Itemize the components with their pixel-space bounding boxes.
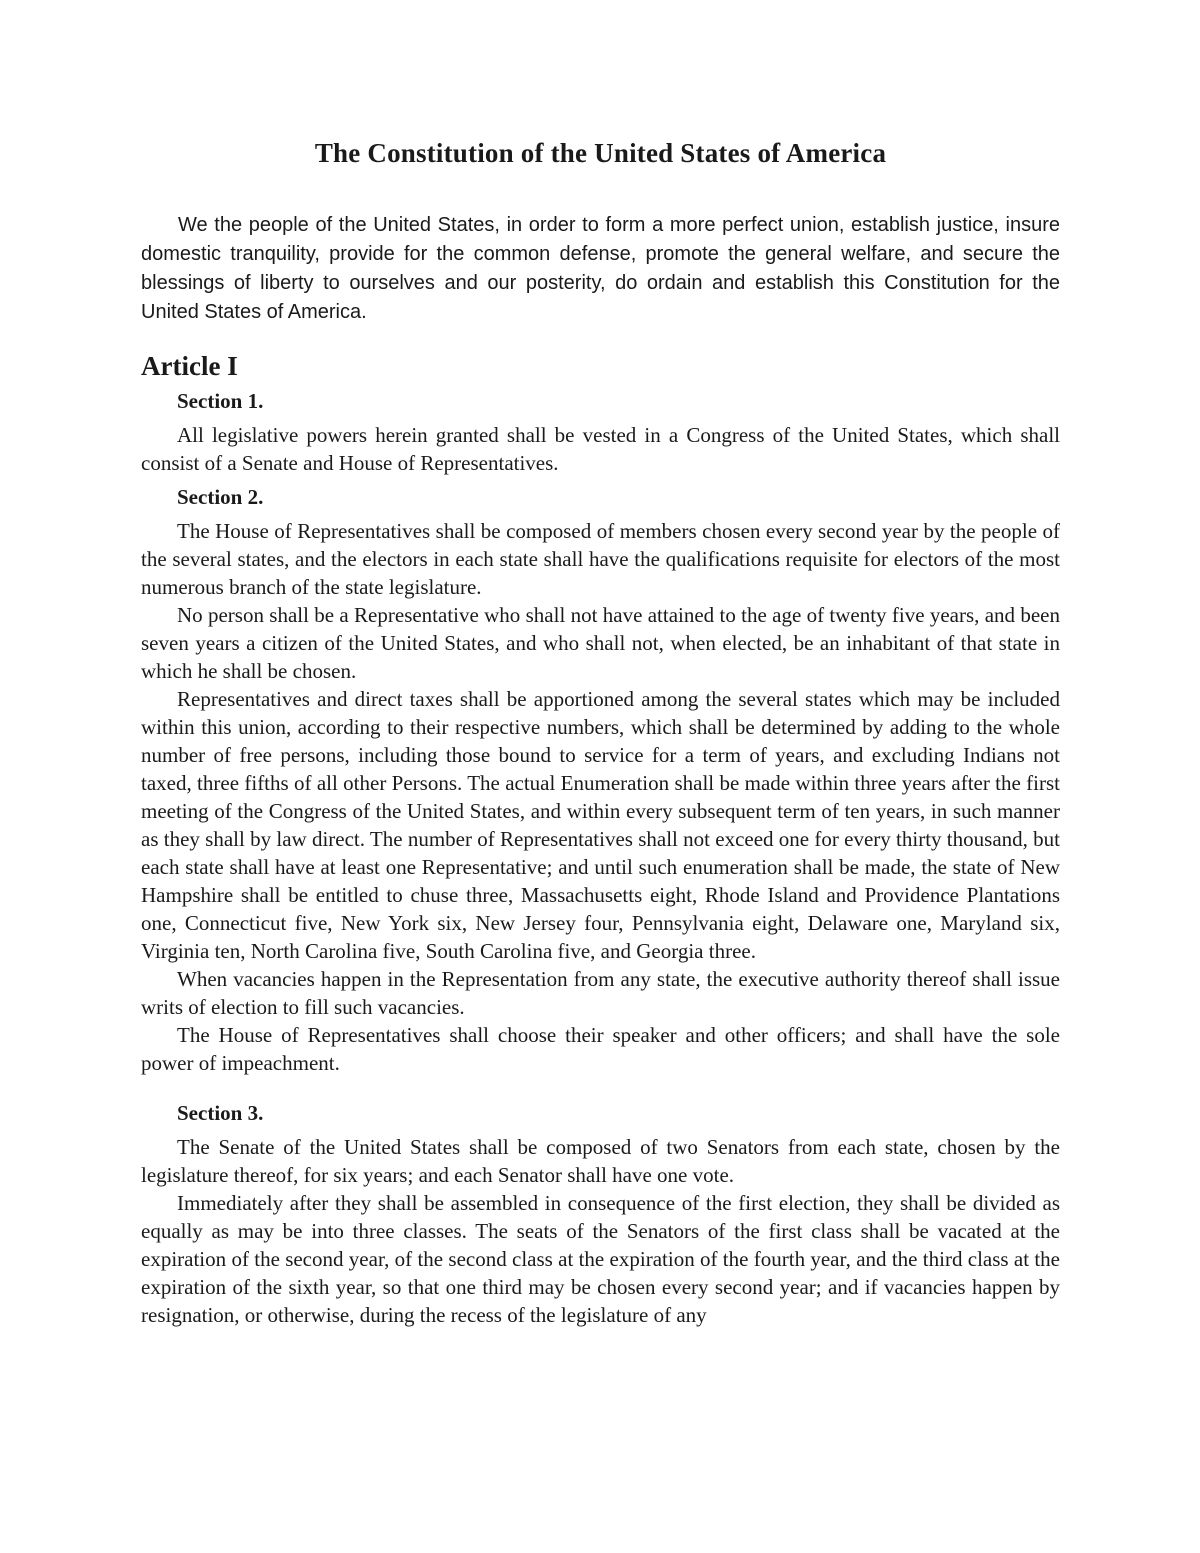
section-heading: Section 2. <box>177 485 264 509</box>
paragraph: The Senate of the United States shall be composed of two Senators from each state, chosen by the legislature thereof, for six years; and each Senator shall have one vote. <box>141 1135 1060 1187</box>
paragraph: The House of Representatives shall choose their speaker and other officers; and shall have the sole power of impeachment. <box>141 1023 1060 1075</box>
paragraph: Representatives and direct taxes shall be apportioned among the several states which may be included within this union, according to their respective numbers, which shall be determined by adding to the whole number of free persons, including those bound to service for a term of years, and excluding Indians not taxed, three fifths of all other Persons. The actual Enumeration shall be made within three years after the first meeting of the Congress of the United States, and within every subsequent term of ten years, in such manner as they shall by law direct. The number of Representatives shall not exceed one for every thirty thousand, but each state shall have at least one Representative; and until such enumeration shall be made, the state of New Hampshire shall be entitled to chuse three, Massachusetts eight, Rhode Island and Providence Plantations one, Connecticut five, New York six, New Jersey four, Pennsylvania eight, Delaware one, Maryland six, Virginia ten, North Carolina five, South Carolina five, and Georgia three. <box>141 687 1060 963</box>
preamble: We the people of the United States, in order to form a more perfect union, establish justice, insure domestic tranquility, provide for the common defense, promote the general welfare, and secure the blessings of liberty to ourselves and our posterity, do ordain and establish this Constitution for the United States of America. <box>141 214 1060 323</box>
article-heading: Article I <box>141 351 238 381</box>
paragraph: The House of Representatives shall be composed of members chosen every second year by the people of the several states, and the electors in each state shall have the qualifications requisite for electors of the most numerous branch of the state legislature. <box>141 519 1060 599</box>
paragraph: All legislative powers herein granted shall be vested in a Congress of the United States, which shall consist of a Senate and House of Representatives. <box>141 423 1060 475</box>
paragraph: Immediately after they shall be assembled in consequence of the first election, they shall be divided as equally as may be into three classes. The seats of the Senators of the first class shall be vacated at the expiration of the second year, of the second class at the expiration of the fourth year, and the third class at the expiration of the sixth year, so that one third may be chosen every second year; and if vacancies happen by resignation, or otherwise, during the recess of the legislature of any <box>141 1191 1060 1327</box>
section-heading: Section 3. <box>177 1101 264 1125</box>
document-title: The Constitution of the United States of America <box>314 138 887 168</box>
paragraph: When vacancies happen in the Representation from any state, the executive authority thereof shall issue writs of election to fill such vacancies. <box>141 967 1060 1019</box>
section-heading: Section 1. <box>177 389 264 413</box>
paragraph: No person shall be a Representative who shall not have attained to the age of twenty five years, and been seven years a citizen of the United States, and who shall not, when elected, be an inhabitant of that state in which he shall be chosen. <box>141 603 1060 683</box>
